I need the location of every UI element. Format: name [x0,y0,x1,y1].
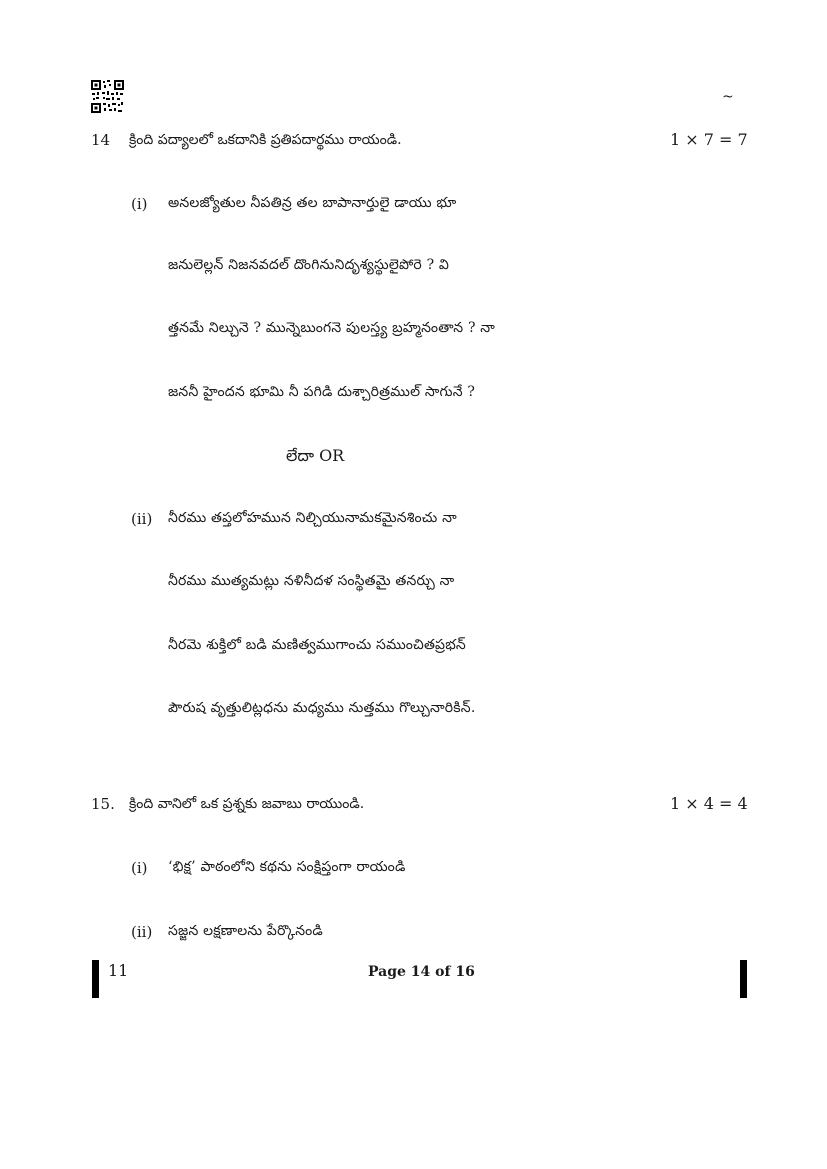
q15-option-i-text: ‘భిక్ష’ పాఠంలోని కథను సంక్షిప్తంగా రాయండి [168,859,406,875]
page-number: Page 14 of 16 [368,964,475,980]
question-14-number: 14 [91,131,111,149]
footer-code: 11 [108,961,129,980]
question-14-instruction: క్రింది పద్యాలలో ఒకదానికి ప్రతిపదార్థము రాయండి. [129,132,402,148]
option-ii-line-1: నీరము తప్తలోహమున నిల్చియునామకమైనశించు నా [168,510,457,526]
footer-left-bar [92,960,99,998]
question-15-instruction: క్రింది వానిలో ఒక ప్రశ్నకు జవాబు రాయుండి. [129,796,365,812]
question-14-marks: 1 × 7 = 7 [670,130,748,149]
footer-right-bar [740,960,747,998]
qr-code-icon [91,80,124,113]
option-i-line-1: అనలజ్యోతుల నీపతిన్ర తల బాపానార్తులై డాయు భూ [168,195,457,211]
option-i-label: (i) [131,195,148,213]
q15-option-ii-text: సజ్జన లక్షణాలను పేర్కొనండి [168,923,323,939]
option-i-line-4: జననీ హైందన భూమి నీ పగిడి దుశ్చారిత్రముల్ సాగునే ? [168,384,476,400]
corner-mark: ~ [722,89,734,105]
option-i-line-3: త్తనమే నిల్చునె ? మున్నెబుంగనె పులస్త్య బ్రహ్మనంతాన ? నా [168,320,496,336]
option-ii-label: (ii) [131,510,153,528]
q15-option-i-label: (i) [131,859,148,877]
option-ii-line-3: నీరమె శుక్తిలో బడి మణిత్వముగాంచు సముంచితప్రభన్ [168,637,466,653]
or-separator: లేదా OR [286,446,345,465]
question-15-number: 15. [91,795,115,813]
question-15-marks: 1 × 4 = 4 [670,794,748,813]
option-ii-line-2: నీరము ముత్యమట్లు నళినీదళ సంస్థితమై తనర్చు నా [168,573,455,589]
option-ii-line-4: పౌరుష వృత్తులిట్లధను మధ్యము నుత్తము గొల్చునారికిన్. [168,700,476,716]
q15-option-ii-label: (ii) [131,923,153,941]
option-i-line-2: జనులెల్లన్ నిజనవదల్ దొంగినునిదృశ్యస్థులైపోరె ? వి [168,257,450,273]
